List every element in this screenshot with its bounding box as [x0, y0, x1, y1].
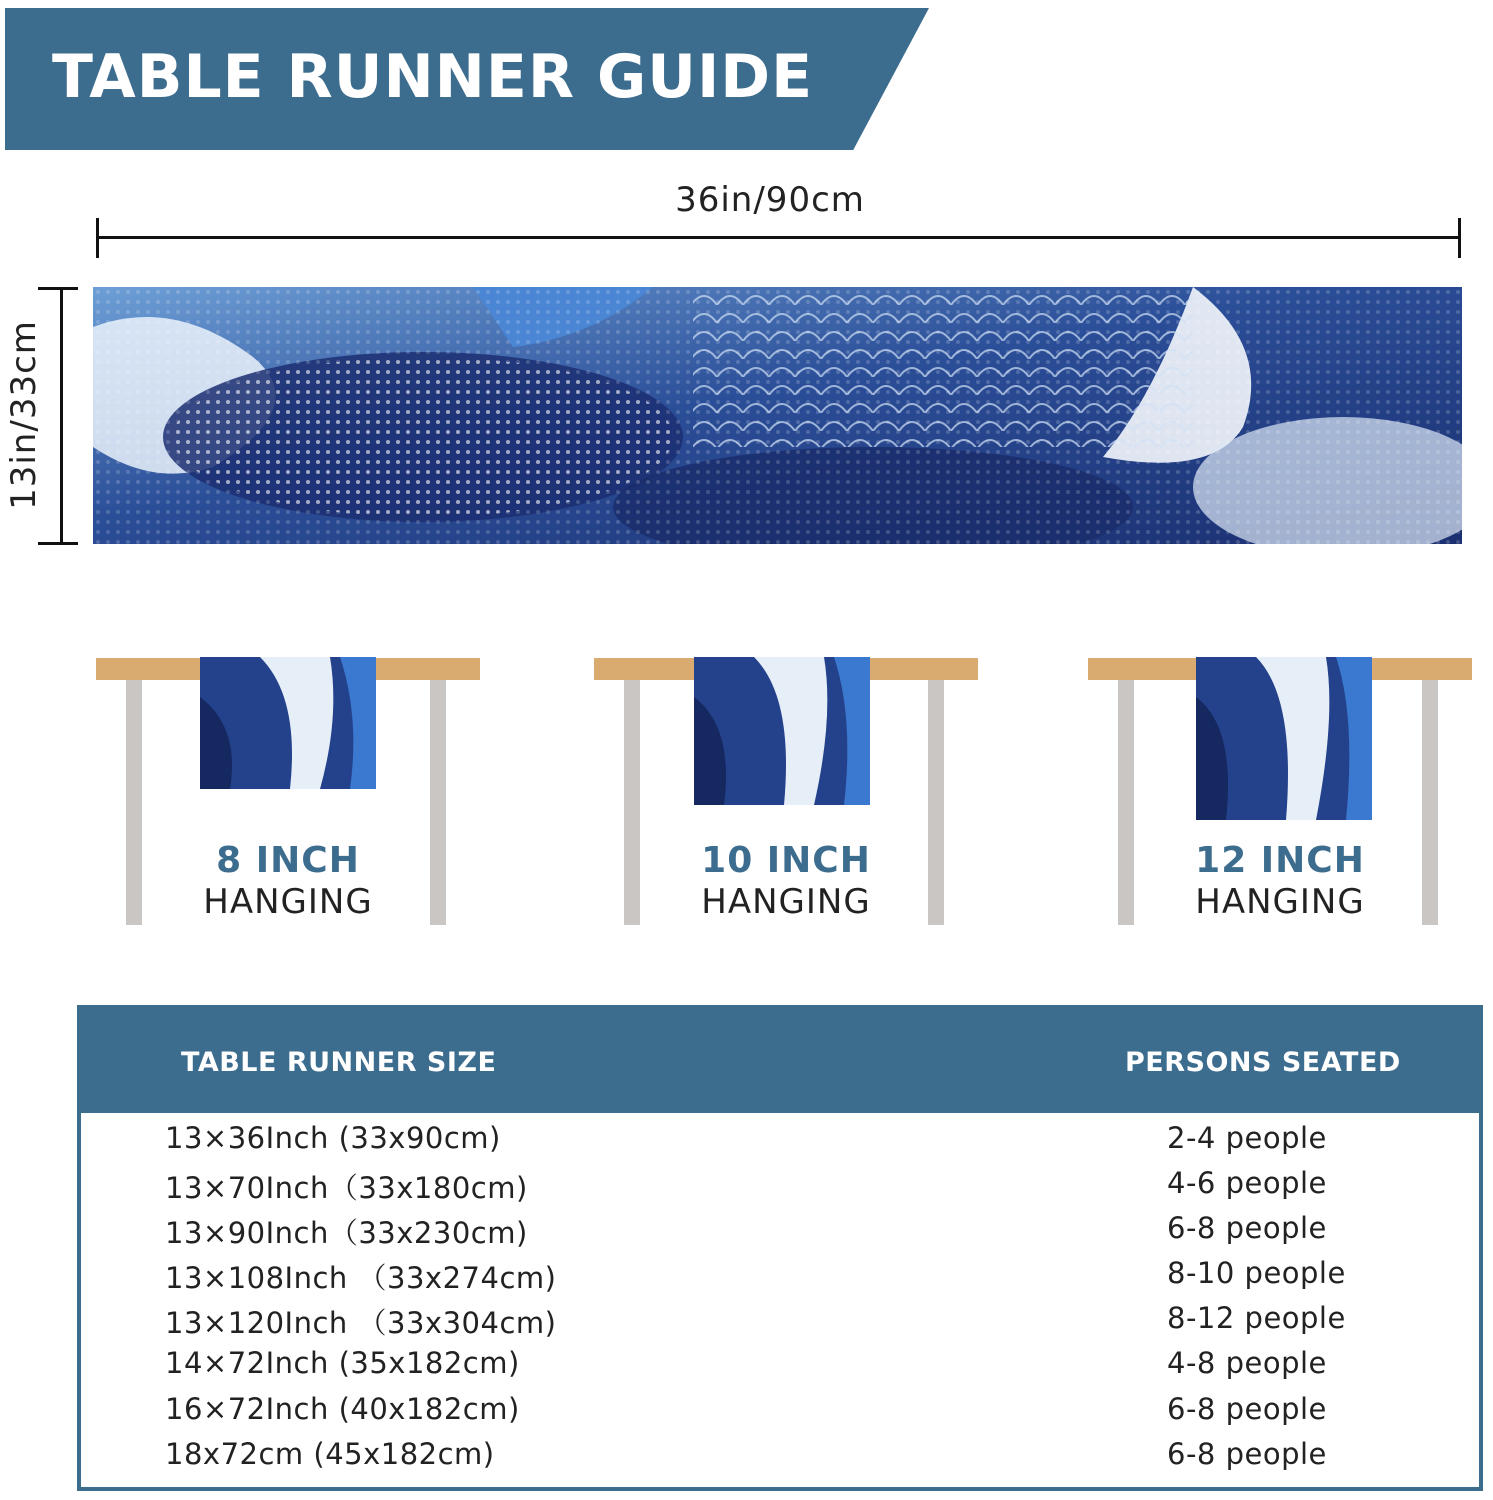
size-table-header — [81, 1009, 1479, 1113]
size-cell: 16×72Inch (40x182cm) — [165, 1392, 520, 1426]
size-cell: 13×70Inch（33x180cm) — [165, 1171, 528, 1205]
height-dimension-line — [60, 288, 63, 544]
table-row — [81, 1301, 1479, 1345]
hanging-label: HANGING — [1195, 882, 1365, 922]
table-runner-image — [93, 287, 1462, 544]
hanging-label: HANGING — [701, 882, 871, 922]
table-8-inch — [96, 640, 480, 930]
hanging-length: 8 INCH — [216, 840, 360, 881]
table-row — [81, 1346, 1479, 1390]
height-dimension-cap-bottom — [38, 542, 78, 545]
width-dimension-label: 36in/90cm — [675, 180, 865, 220]
persons-cell: 8-12 people — [1167, 1301, 1346, 1335]
persons-cell: 6-8 people — [1167, 1437, 1327, 1471]
persons-cell: 6-8 people — [1167, 1392, 1327, 1426]
size-cell: 14×72Inch (35x182cm) — [165, 1346, 520, 1380]
hanging-length: 10 INCH — [701, 840, 871, 881]
size-cell: 13×120Inch （33x304cm) — [165, 1306, 557, 1340]
width-dimension-cap-right — [1458, 218, 1461, 258]
width-dimension-line — [97, 236, 1461, 239]
hanging-length: 12 INCH — [1195, 840, 1365, 881]
table-row — [81, 1166, 1479, 1210]
runner-hang-image — [1196, 657, 1372, 820]
persons-cell: 4-6 people — [1167, 1166, 1327, 1200]
page-title: TABLE RUNNER GUIDE — [52, 42, 814, 112]
height-dimension-cap-top — [38, 287, 78, 290]
persons-cell: 4-8 people — [1167, 1346, 1327, 1380]
persons-cell: 8-10 people — [1167, 1256, 1346, 1290]
height-dimension-label: 13in/33cm — [4, 320, 44, 510]
size-cell: 18x72cm (45x182cm) — [165, 1437, 495, 1471]
table-12-inch — [1088, 640, 1472, 930]
runner-hang-image — [200, 657, 376, 789]
table-row — [81, 1121, 1479, 1165]
runner-hang-image — [694, 657, 870, 805]
size-cell: 13×90Inch（33x230cm) — [165, 1216, 528, 1250]
table-row — [81, 1256, 1479, 1300]
persons-cell: 2-4 people — [1167, 1121, 1327, 1155]
size-table — [77, 1005, 1483, 1491]
table-row — [81, 1211, 1479, 1255]
hanging-label: HANGING — [203, 882, 373, 922]
column-header-persons: PERSONS SEATED — [1125, 1047, 1401, 1078]
width-dimension-cap-left — [96, 218, 99, 258]
size-cell: 13×108Inch （33x274cm) — [165, 1261, 557, 1295]
blue-landscape-pattern — [93, 287, 1462, 544]
size-cell: 13×36Inch (33x90cm) — [165, 1121, 501, 1155]
table-row — [81, 1437, 1479, 1481]
table-row — [81, 1392, 1479, 1436]
persons-cell: 6-8 people — [1167, 1211, 1327, 1245]
column-header-size: TABLE RUNNER SIZE — [181, 1047, 497, 1078]
table-10-inch — [594, 640, 978, 930]
